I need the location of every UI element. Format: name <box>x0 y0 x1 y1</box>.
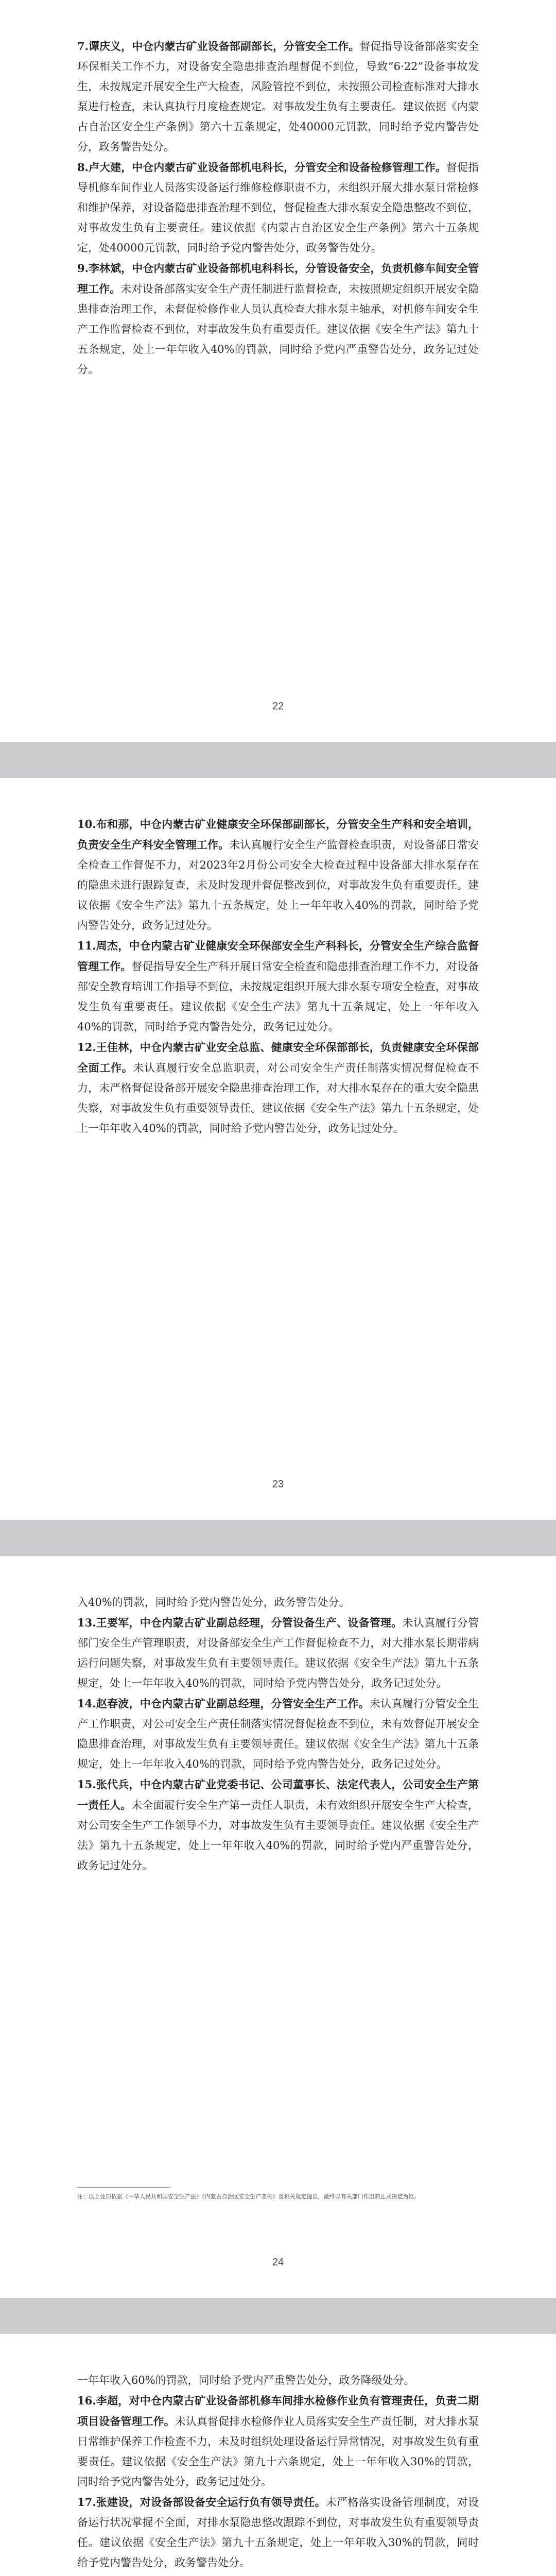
paragraph: 13.王要军，中仓内蒙古矿业副总经理，分管设备生产、设备管理。未认真履行分管部门安全生产管理职责，对设备部安全生产工作督促检查不力，对大排水泵长期带病运行问题失察，对事故发生负有主要领导责任。建议依据《安全生产法》第九十五条规定，处上一年年收入40%的罚款，同时给予党内警告处分，政务记过处分。 <box>77 1616 479 1689</box>
paragraph: 10.布和那，中仓内蒙古矿业健康安全环保部副部长，分管安全生产科和安全培训，负责安全生产科安全管理工作。未认真履行安全生产监督检查职责，对设备部日常安全检查工作督促不力，对2023年2月份公司安全大检查过程中设备部大排水泵存在的隐患未进行跟踪复查，未及时发现并督促整改到位，对事故发生负有重要责任。建议依据《安全生产法》第九十五条规定，处上一年年收入40%的罚款，同时给予党内警告处分，政务记过处分。 <box>77 818 479 931</box>
paragraph: 16.李超，对中仓内蒙古矿业设备部机修车间排水检修作业负有管理责任，负责二期项目设备管理工作。未认真督促排水检修作业人员落实安全生产责任制，对大排水泵日常维护保养工作检查不力，未及时组织处理设备运行异常情况，对事故发生负有重要责任。建议依据《安全生产法》第九十六条规定，处上一年年收入30%的罚款，同时给予党内警告处分，政务记过处分。 <box>77 2394 479 2488</box>
paragraph: 9.李林斌，中仓内蒙古矿业设备部机电科科长，分管设备安全，负责机修车间安全管理工作。未对设备部落实安全生产责任制进行监督检查，未按照规定组织开展安全隐患排查治理工作，未督促检修作业人员认真检查大排水泵主轴承，对机修车间安全生产工作监督检查不到位，对事故发生负有重要责任。建议依据《安全生产法》第九十五条规定，处上一年年收入40%的罚款，同时给予党内严重警告处分，政务记过处分。 <box>77 262 479 376</box>
paragraph: 17.张建设，对设备部设备安全运行负有领导责任。未严格落实设备管理制度，对设备运行状况掌握不全面，对排水泵隐患整改跟踪不到位，对事故发生负有重要领导责任。建议依据《安全生产法》第九十五条规定，处上一年年收入30%的罚款，同时给予党内警告处分，政务警告处分。 <box>77 2496 479 2569</box>
document-page <box>0 1556 556 2298</box>
paragraph: 14.赵春波，中仓内蒙古矿业副总经理，分管安全生产工作。未认真履行分管安全生产工作职责，对公司安全生产责任制落实情况督促检查不到位，未有效督促开展安全隐患排查治理，对事故发生负有主要领导责任。建议依据《安全生产法》第九十五条规定，处上一年年收入40%的罚款，同时给予党内警告处分，政务记过处分。 <box>77 1697 479 1770</box>
page-number: 22 <box>272 701 284 712</box>
paragraph: 入40%的罚款，同时给予党内警告处分，政务警告处分。 <box>77 1596 350 1608</box>
paragraph: 7.谭庆义，中仓内蒙古矿业设备部副部长，分管安全工作。督促指导设备部落实安全环保相关工作不力，对设备安全隐患排查治理督促不到位，导致“6·22”设备事故发生，未按规定开展安全生产大检查，风险管控不到位，未按照公司检查标准对大排水泵进行检查，未认真执行月度检查规定。对事故发生负有主要责任。建议依据《内蒙古自治区安全生产条例》第六十五条规定，处40000元罚款，同时给予党内警告处分，政务警告处分。 <box>77 40 479 153</box>
paragraph: 8.卢大建，中仓内蒙古矿业设备部机电科长，分管安全和设备检修管理工作。督促指导机修车间作业人员落实设备运行维修检修职责不力，未组织开展大排水泵日常检修和维护保养，对设备隐患排查治理不到位，督促检查大排水泵安全隐患整改不到位，对事故发生负有主要责任。建议依据《内蒙古自治区安全生产条例》第六十五条规定，处40000元罚款，同时给予党内警告处分，政务警告处分。 <box>77 161 479 254</box>
paragraph: 12.王佳林，中仓内蒙古矿业安全总监、健康安全环保部部长，负责健康安全环保部全面工作。未认真履行安全总监职责，对公司安全生产责任制落实情况督促检查不力，未严格督促设备部开展安全隐患排查治理工作，对大排水泵存在的重大安全隐患失察，对事故发生负有重要领导责任。建议依据《安全生产法》第九十五条规定，处上一年年收入40%的罚款，同时给予党内警告处分，政务记过处分。 <box>77 1041 479 1134</box>
document-page <box>0 0 556 742</box>
paragraph <box>77 2573 479 2576</box>
footnote: 注：以上处罚依据《中华人民共和国安全生产法》《内蒙古自治区安全生产条例》及相关规定提出，最终以有关部门作出的正式决定为准。 <box>77 2193 420 2200</box>
footnote-rule <box>77 2187 170 2188</box>
paragraph: 15.张代兵，中仓内蒙古矿业党委书记、公司董事长、法定代表人，公司安全生产第一责任人。未全面履行安全生产第一责任人职责，未有效组织开展安全生产大检查，对公司安全生产工作领导不力，对事故发生负有主要领导责任。建议依据《安全生产法》第九十五条规定，处上一年年收入40%的罚款，同时给予党内严重警告处分，政务记过处分。 <box>77 1778 479 1872</box>
paragraph: 11.周杰，中仓内蒙古矿业健康安全环保部安全生产科科长，分管安全生产综合监督管理工作。督促指导安全生产科开展日常安全检查和隐患排查治理工作不力，对设备部安全教育培训工作指导不到位，未按规定组织开展大排水泵专项安全检查，对事故发生负有重要责任。建议依据《安全生产法》第九十五条规定，处上一年年收入40%的罚款，同时给予党内警告处分，政务记过处分。 <box>77 939 479 1033</box>
paragraph: 一年年收入60%的罚款，同时给予党内严重警告处分，政务降级处分。 <box>77 2374 415 2386</box>
document-page <box>0 2334 556 2576</box>
document-page <box>0 778 556 1520</box>
page-number: 24 <box>272 2257 284 2268</box>
page-number: 23 <box>272 1479 284 1490</box>
